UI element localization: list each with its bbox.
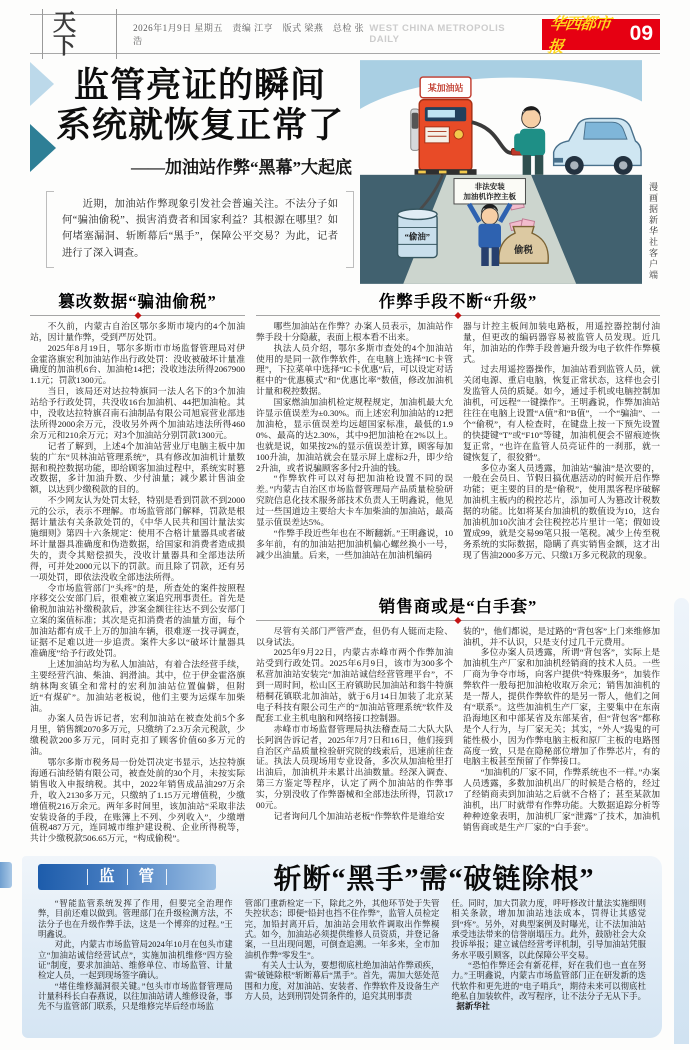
article-paragraph: 尽管有关部门严管严查，但仍有人铤而走险、以身试法。 bbox=[256, 625, 453, 647]
article-paragraph: 鄂尔多斯市税务局一份处罚决定书显示，达拉特旗海通石油经销有限公司，被查处前的30个月，未按实际销售收入申报纳税。其中，2022年销售成品油297万余升，收入2130多万元，只缴纳了1.15万元增值税，少缴增值税216万余元。两年多时间里，该加油站“采取非法安装设备的手段，在账簿上不列、少列收入”，少缴增值税487万元，连同城市维护建设税、企业所得税等，共计少缴税款506.65万元，“构成偷税”。 bbox=[30, 757, 245, 844]
regulation-header bbox=[22, 856, 662, 895]
decorative-right-strip bbox=[674, 598, 689, 1044]
article-paragraph: 多位办案人员透露，所谓“背包客”，实际上是加油机生产厂家和加油机经销商的技术人员。一些厂商为争夺市场，向客户提供“特殊服务”，加装作弊软件一般每把加油枪收取万余元；销售加油机的是一帮人，提供作弊软件的是另一帮人，他们之间有“联系”。这些加油机生产厂家，主要集中在东南沿海地区和中部某省及东部某省，但“背包客”都称是个人行为，与厂家无关；其实，“外人”捣鬼的可能性极小，因为作弊电脑主板和原厂主板的电路图高度一致，只是在隐秘部位增加了作弊芯片，有的电脑主板甚至预留了作弊接口。 bbox=[463, 647, 660, 767]
article-paragraph: “作弊软件可以对每把加油枪设置不同的误差。”内蒙古自治区市场监督管理局产品质量检验研究院信息化技术服务部技术负责人王明鑫说，他见过一些国道边主要给大卡车加柴油的加油站，最高显示值误差达5%。 bbox=[256, 473, 453, 528]
article-paragraph: 过去用遥控器操作，加油站看到监管人员，就关闭电源、重启电脑，恢复正常状态，这样也会引发监管人员的质疑。如今，通过手机或电脑控制加油机，可远程“一键操作”。王明鑫说，作弊加油站往往在电脑上设置“A值”和“B值”，一个“骗油”、一个“偷税”，有人检查时，在键盘上按一下预先设置的快捷键“T”或“F10”等键，加油机便会不留痕迹恢复正常，“也许在监管人员亮证件的一刹那，就一键恢复了，很狡猾”。 bbox=[463, 364, 660, 462]
badge-char: 管 bbox=[127, 869, 168, 885]
article-paragraph: “恐怕作弊还会有新花样，好在我们也一直在努力。”王明鑫说，内蒙古市场监管部门正在研发新的迭代软件和更先进的“电子哨兵”，期待未来可以彻底杜绝私自加装软件，改写程序，让不法分子无从下手。据新华社 bbox=[451, 960, 647, 1012]
station-sign: 某加油站 bbox=[427, 83, 464, 94]
regulation-badge bbox=[38, 864, 216, 890]
badge-char: 监 bbox=[87, 869, 127, 885]
section-rule bbox=[256, 315, 660, 316]
article-paragraph: 不少网友认为处罚太轻，特别是看到罚款不到2000元的公示，表示不理解。市场监管部门解释，罚款是根据计量法有关条款处罚的，《中华人民共和国计量法实施细则》第四十六条规定：使用不合格计量器具或者破坏计量器具准确度和伪造数据，给国家和消费者造成损失的，责令其赔偿损失，没收计量器具和全部违法所得，可并处2000元以下的罚款。而且除了罚款，还有另一项处罚，即依法没收全部违法所得。 bbox=[30, 495, 245, 582]
page-number: 09 bbox=[629, 22, 653, 45]
main-headline-line2: 系统就恢复正常了 bbox=[55, 106, 344, 146]
page-header bbox=[30, 10, 660, 58]
feature-cartoon-block bbox=[360, 58, 660, 290]
article-paragraph: 任。同时，加大罚款力度，呼吁修改计量法实施细则相关条款，增加加油站违法成本，罚得让其感觉到“疼”。另外，对典型案例及时曝光，让不法加油站承受违法带来的信誉崩塌压力。此外，鼓励社会大众投诉举报；建立诚信经营考评机制，引导加油站凭服务水平吸引顾客，以此保障公平交易。 bbox=[451, 899, 647, 960]
main-headline bbox=[44, 66, 356, 147]
article-paragraph: 装的”，他们都说，是过路的“背包客”上门来维修加油机，并不认识，只是支付过几千元费用。 bbox=[463, 625, 660, 647]
section2-col-b bbox=[463, 321, 660, 597]
section1-header bbox=[30, 292, 245, 316]
feature-headline-block bbox=[44, 66, 356, 268]
dateline: 2026年1月9日 星期五 责编 江亨 版式 梁燕 总检 张浩 bbox=[133, 23, 365, 46]
section3-title: 销售商或是“白手套” bbox=[378, 596, 538, 616]
column-section1 bbox=[30, 292, 245, 858]
columns-section2-3 bbox=[256, 292, 660, 858]
section3-header bbox=[256, 597, 660, 621]
section1-title: 篡改数据“骗油偷税” bbox=[58, 292, 217, 311]
article-paragraph: 记者询问几个加油站老板“作弊软件是谁给安 bbox=[273, 811, 445, 821]
car bbox=[554, 118, 641, 174]
fuel-hose bbox=[472, 122, 516, 153]
article-paragraph: 管部门重新检定一下，除此之外，其他环节处于失管失控状态；即便“铅封也挡不住作弊”，监管人员检定完，加铅封离开后，加油站会用软件调取出作弊模式。如今，加油站必须提供维修人员资质，并登记备案，一旦出现问题，可倒查追溯。一年多来，全市加油机作弊“零发生”。 bbox=[244, 899, 440, 960]
article-paragraph: 2025年8月19日，鄂尔多斯市市场监督管理局对伊金霍洛旗宏利加油站作出行政处罚：没收被破坏计量准确度的加油机6台、加油枪14把；没收违法所得20679001.1元；罚款1300元。 bbox=[30, 342, 245, 386]
regulation-col1 bbox=[38, 899, 233, 1030]
article-paragraph: 国家燃油加油机检定规程规定，加油机最大允许显示值误差为±0.30%。而上述宏利加油站的12把加油枪，显示值误差均远超国家标准，最低的1.90%、最高的达2.30%，其中9把加油枪在2%以上。也就是说，如果按2%的显示值误差计算，顾客每加100升油，加油站就会在显示屏上虚标2升，即少给2升油，或者说骗顾客多付2升油的钱。 bbox=[256, 397, 453, 473]
section2-columns bbox=[256, 321, 660, 597]
section-name: 天下 bbox=[42, 9, 117, 59]
masthead-english: WEST CHINA METROPOLIS DAILY bbox=[369, 23, 506, 45]
section-rule bbox=[30, 315, 245, 316]
brand-logo: 华西都市报 bbox=[547, 16, 612, 56]
article-paragraph: “作弊手段近些年也在不断翻新。”王明鑫说，10多年前，有的加油站把加油机偏心螺丝换小一号，减少出油量。后来，一些加油站在加油机编码 bbox=[256, 528, 453, 560]
section3-col-a bbox=[256, 626, 453, 858]
section-rule bbox=[256, 620, 660, 621]
board-line1: 非法安装 bbox=[474, 181, 505, 191]
feature-intro: 近期，加油站作弊现象引发社会普遍关注。不法分子如何“骗油偷税”、损害消费者和国家利益？其根源在哪里？如何堵塞漏洞、斩断幕后“黑手”，保障公平交易？为此，记者进行了深入调查。 bbox=[46, 191, 354, 269]
section-marker-icon bbox=[454, 617, 461, 624]
section-marker-icon bbox=[134, 312, 141, 319]
article-paragraph: “智能监管系统发挥了作用，但要完全治理作弊，目前还难以做到。管理部门在升级检测方法，不法分子也在升级作弊手法，这是一个博弈的过程。”王明鑫说。 bbox=[38, 899, 233, 939]
article-paragraph: 执法人员介绍，鄂尔多斯市查处的4个加油站使用的是同一款作弊软件，在电脑上选择“IC卡管理”，下拉菜单中选择“IC卡优惠”后，可以设定对话框中的“优惠模式”和“优惠比率”数值，修改加油机计量和税控数据。 bbox=[256, 342, 453, 397]
article-paragraph: 器与计控主板间加装电路板，用遥控器控制付油量，但更改的编码器容易被监管人员发现。近几年，加油站的作弊手段普遍升级为电子软件作弊模式。 bbox=[463, 320, 660, 364]
feature-area bbox=[30, 58, 660, 290]
article-paragraph: 令市场监管部门“头疼”的是，所查处的案件按照程序移交公安部门后，很难被立案追究刑事责任。首先是偷税加油站补缴税款后，涉案金额往往达不到公安部门立案的案值标准；其次是克扣消费者的油量方面，每个加油站都有成千上万的加油车辆，很难逐一找寻调查，证据不足难以进一步追责。案件大多以“破坏计量器具准确度”给予行政处罚。 bbox=[30, 582, 245, 658]
article-paragraph: 赤峰市市场监督管理局执法稽查局二大队大队长阿润告诉记者，2025年7月7日和16日，他们接到自治区产品质量检验研究院的线索后，迅速前往查证。执法人员现场用专业设备，多次从加油枪里打出油后，加油机并未累计出油数量。经深入调查、第三方鉴定等程序，认定了两个加油站的作弊事实，分别没收了作弊器械和全部违法所得，罚款1700元。 bbox=[256, 723, 453, 811]
section3-col-b bbox=[463, 626, 660, 858]
regulation-col2 bbox=[245, 899, 440, 1030]
article-paragraph: 不久前，内蒙古自治区鄂尔多斯市境内的4个加油站，因计量作弊，受到严厉处罚。 bbox=[30, 320, 245, 342]
board-line2: 加油机诈控主板 bbox=[463, 192, 517, 202]
fuel-pump bbox=[411, 77, 477, 175]
article-paragraph: 记者了解到，上述4个加油站营业厅电脑主板中加装的广东“贝林油站管理系统”，具有修改加油机计量数据和税控数据功能，即给顾客加油过程中，系统实时篡改数据，多计加油升数、少付油量；减少累计售油金额，以达到少缴税款的目的。 bbox=[30, 440, 245, 495]
attendant bbox=[514, 106, 545, 175]
news-agency-byline: 据新华社 bbox=[456, 1002, 490, 1012]
badge-fragment bbox=[0, 862, 12, 888]
section-marker-icon bbox=[454, 312, 461, 319]
sky-swoosh bbox=[360, 60, 642, 109]
section2-header bbox=[256, 292, 660, 316]
regulation-section bbox=[22, 856, 662, 1038]
feature-subhead: ——加油站作弊“黑幕”大起底 bbox=[131, 157, 352, 177]
article-paragraph: 2025年9月22日，内蒙古赤峰市两个作弊加油站受到行政处罚。2025年6月9日，该市为300多个私营加油站安装完“加油站诚信经营管理平台”，不到一周时间，松山区王府镇助民加油站和翁牛特旗梧桐花镇联北加油站，就于6月14日加装了北京某电子科技有限公司生产的“加油站管理系统”软件及配套工业主机电脑和网络接口控制器。 bbox=[256, 647, 453, 723]
main-headline-line1: 监管亮证的瞬间 bbox=[73, 66, 326, 105]
regulation-col3 bbox=[451, 899, 646, 1030]
regulation-headline: 斩断“黑手”需“破链除根” bbox=[273, 864, 595, 895]
oil-barrel bbox=[398, 209, 437, 257]
article-paragraph: 办案人员告诉记者，宏利加油站在被查处前5个多月里，销售额2070多万元，只缴纳了2.3万余元税款，少缴税款200多万元，同时克扣了顾客价值60多万元的油。 bbox=[30, 713, 245, 757]
article-paragraph: 有关人士认为，要想彻底杜绝加油站作弊顽疾，需“破链除根”斩断幕后“黑手”。首先，需加大惩处范围和力度，对加油站、安装者、作弊软件及设备生产方人员，达到刑罚处罚条件的，追究其刑事责 bbox=[244, 960, 440, 1001]
article-paragraph: 哪些加油站在作弊？办案人员表示，加油站作弊手段十分隐蔽，表面上根本看不出来。 bbox=[256, 320, 453, 342]
gas-station-cartoon bbox=[360, 60, 642, 284]
section3-columns bbox=[256, 626, 660, 858]
article-paragraph: “加油机的厂家不同，作弊系统也不一样。”办案人员透露，多数加油机出厂的时候是合格的，经过了经销商卖到加油站之后就不合格了；甚至某款加油机，出厂时就带有作弊功能。大数据追踪分析等种种迹象表明，加油机厂家“泄露”了技术，加油机销售商或是生产厂家的“白手套”。 bbox=[463, 767, 660, 832]
article-paragraph: 多位办案人员透露，加油站“骗油”是次要的，一般在会员日、节假日搞优惠活动的时候开启作弊功能；更主要的目的是“偷税”，使用黑客程序破解加油机主板内的税控芯片，添加可人为篡改计税数据的功能。比如将某台加油机的数值设为10，这台加油机加10次油才会往税控芯片里计一笔；假如设置成99，就是交易99笔只报一笔税。减少上传至税务系统的实际数据，隐瞒了真实销售金额，这才出现了售油2000多万元、只缴1万多元税款的现象。 bbox=[463, 462, 660, 560]
section2-title: 作弊手段不断“升级” bbox=[378, 292, 538, 311]
section2-col-a bbox=[256, 321, 453, 597]
article-paragraph: 对此，内蒙古市场监管局2024年10月在包头市建立“加油站诚信经营试点”，实施加油机维修“四方验证”制度，要求加油站、维修单位、市场监管、计量检定人员，一起到现场签字确认。 bbox=[38, 940, 233, 981]
article-paragraph: 当日，该局还对达拉特旗同一法人名下的3个加油站给予行政处罚，共没收16台加油机、44把加油枪。其中，没收达拉特旗召南石油制品有限公司旭宸营业部违法所得2000余万元，没收另外两个加油站违法所得460余万元和210余万元；对3个加油站分别罚款1300元。 bbox=[30, 386, 245, 440]
bag-label: 偷税 bbox=[514, 245, 533, 256]
masthead-brand-box bbox=[542, 16, 660, 56]
section1-text bbox=[30, 321, 245, 845]
article-body bbox=[30, 292, 660, 858]
regulation-columns bbox=[22, 892, 662, 1030]
barrel-label: “偷油” bbox=[404, 231, 431, 242]
cartoon-credit: 漫画据新华社客户端 bbox=[648, 182, 658, 281]
article-paragraph: “堵住维修漏洞很关键。”包头市市场监督管理局计量科科长白春燕说，以往加油站请人维修设备，事先不与监管部门联系，只是维修完毕后经市场监 bbox=[38, 981, 233, 1012]
article-paragraph: 上述加油站均为私人加油站，有着合法经营手续，主要经营汽油、柴油、润滑油。其中，位于伊金霍洛旗纳林陶亥镇全和常村的宏利加油站位置偏僻，但附近“有煤矿”。加油站老板说，他们主要为运煤车加柴油。 bbox=[30, 658, 245, 713]
